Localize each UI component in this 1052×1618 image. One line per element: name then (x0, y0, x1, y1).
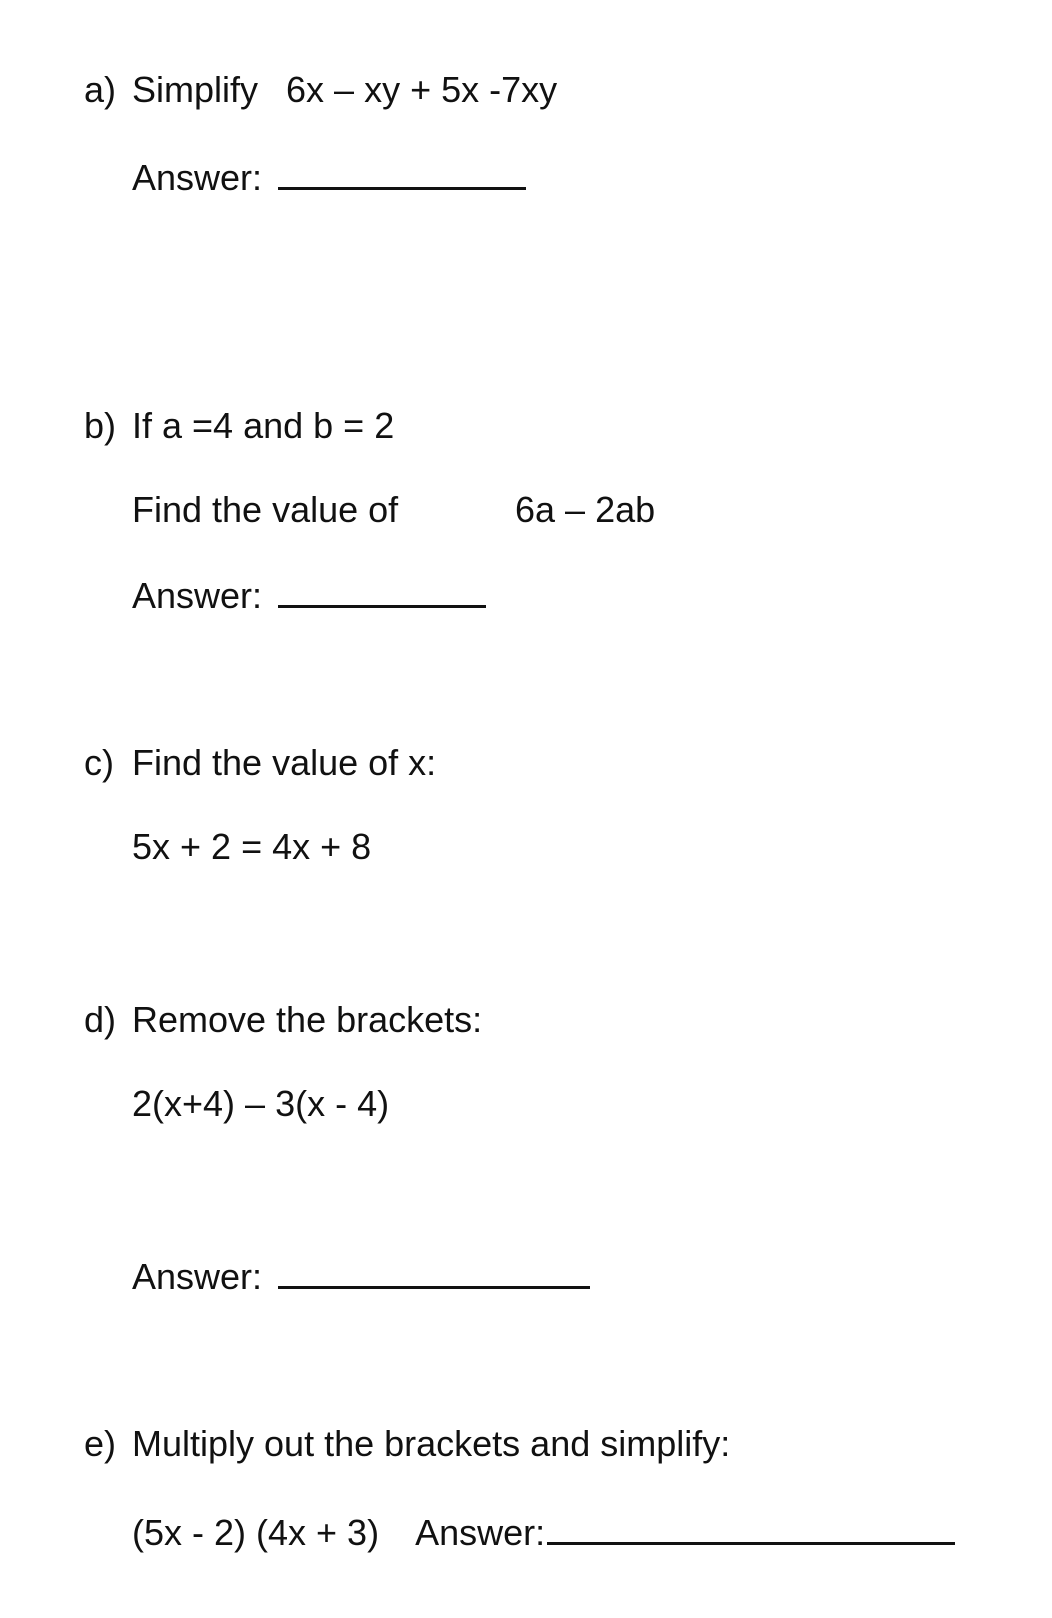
question-b-expression: 6a – 2ab (515, 489, 656, 530)
question-e-line (84, 1423, 731, 1464)
question-a-answer-line (132, 157, 526, 196)
question-d-answer-label: Answer: (132, 1256, 263, 1297)
question-b-expression-line (515, 489, 656, 530)
question-c-label: c) (84, 742, 114, 783)
question-a-answer-label: Answer: (132, 157, 263, 198)
question-d-expression-line (132, 1083, 390, 1124)
question-e-label: e) (84, 1423, 117, 1464)
question-d-text: Remove the brackets: (132, 999, 483, 1040)
question-d-expression: 2(x+4) – 3(x - 4) (132, 1083, 390, 1124)
question-b-text: If a =4 and b = 2 (132, 405, 395, 446)
question-b-line (84, 405, 395, 446)
question-c-expression: 5x + 2 = 4x + 8 (132, 826, 372, 867)
question-d-line (84, 999, 483, 1040)
question-b-prompt-line (132, 489, 399, 530)
question-b-prompt: Find the value of (132, 489, 399, 530)
question-d-answer-line (132, 1256, 590, 1295)
question-a-text: Simplify (132, 69, 259, 110)
question-b-answer-label: Answer: (132, 575, 263, 616)
question-b-label: b) (84, 405, 117, 446)
question-a-label: a) (84, 69, 117, 110)
question-e-answer-blank[interactable] (547, 1512, 955, 1545)
question-c-expression-line (132, 826, 372, 867)
question-a-line (84, 69, 558, 110)
question-c-text: Find the value of x: (132, 742, 437, 783)
question-e-expression: (5x - 2) (4x + 3) (132, 1512, 380, 1553)
question-e-expression-line (132, 1512, 955, 1551)
question-a-expression: 6x – xy + 5x -7xy (286, 69, 558, 110)
question-e-answer-label: Answer: (415, 1512, 546, 1553)
question-b-answer-line (132, 575, 486, 614)
question-c-line (84, 742, 437, 783)
question-b-answer-blank[interactable] (278, 575, 486, 608)
question-a-answer-blank[interactable] (278, 157, 526, 190)
question-d-answer-blank[interactable] (278, 1256, 590, 1289)
question-e-text: Multiply out the brackets and simplify: (132, 1423, 731, 1464)
question-d-label: d) (84, 999, 117, 1040)
